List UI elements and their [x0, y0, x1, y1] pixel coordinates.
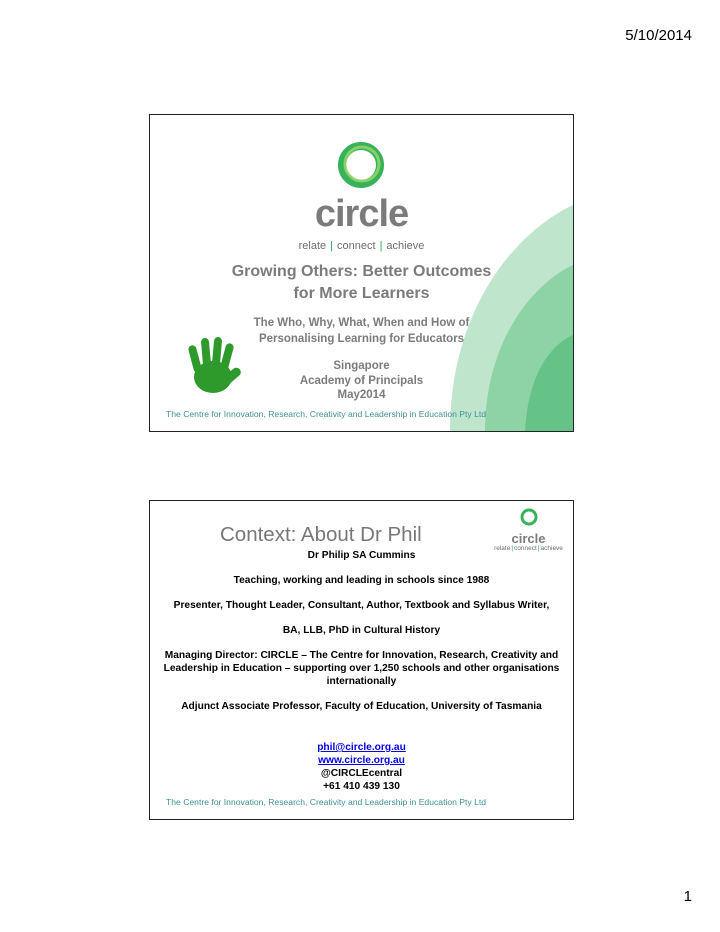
slide-footer: The Centre for Innovation, Research, Creativity and Leadership in Education Pty Ltd — [166, 409, 487, 419]
email-link[interactable]: phil@circle.org.au — [317, 742, 406, 753]
green-hand-icon — [177, 335, 247, 401]
phone-number: +61 410 439 130 — [323, 781, 400, 792]
event-details — [240, 359, 483, 403]
tagline-achieve: achieve — [386, 240, 425, 252]
page-number: 1 — [683, 888, 692, 905]
bio-name: Dr Philip SA Cummins — [307, 550, 416, 561]
bio-text — [160, 549, 563, 725]
event-organisation: Academy of Principals — [299, 374, 424, 387]
contact-details — [160, 741, 563, 793]
tagline-relate: relate — [494, 545, 511, 552]
slide-title: Context: About Dr Phil — [220, 523, 422, 546]
tagline-achieve: achieve — [540, 545, 563, 552]
circle-ring-logo-icon — [519, 507, 539, 527]
tagline-connect: connect — [514, 545, 537, 552]
website-link[interactable]: www.circle.org.au — [318, 755, 405, 766]
bio-roles: Presenter, Thought Leader, Consultant, Author, Textbook and Syllabus Writer, — [173, 600, 550, 611]
about-slide — [149, 500, 574, 820]
slide-subtitle: The Who, Why, What, When and How of Personalising Learning for Educators — [253, 317, 470, 345]
bio-professorship: Adjunct Associate Professor, Faculty of Education, University of Tasmania — [181, 701, 542, 712]
slide-footer: The Centre for Innovation, Research, Creativity and Leadership in Education Pty Ltd — [166, 797, 487, 807]
event-location: Singapore — [333, 360, 390, 372]
page-date: 5/10/2014 — [625, 27, 692, 44]
bio-qualifications: BA, LLB, PhD in Cultural History — [282, 625, 441, 636]
bio-managing-director: Managing Director: CIRCLE – The Centre for Innovation, Research, Creativity and Leadership in Education – supporting over 1,250 schools and other organisations internationally — [163, 650, 560, 687]
circle-ring-logo-icon — [335, 139, 387, 191]
circle-logo-wordmark: circle — [511, 531, 546, 546]
title-slide — [149, 114, 574, 432]
circle-logo-wordmark: circle — [314, 193, 409, 235]
event-date: May2014 — [337, 389, 386, 401]
bio-experience: Teaching, working and leading in schools since 1988 — [233, 575, 490, 586]
tagline-connect: connect — [337, 240, 376, 252]
twitter-handle: @CIRCLEcentral — [320, 768, 403, 779]
tagline-relate: relate — [298, 240, 327, 252]
logo-tagline: relate|connect|achieve — [494, 545, 563, 552]
logo-tagline: relate | connect | achieve — [298, 240, 425, 252]
circle-mini-logo — [486, 507, 571, 552]
slide-title: Growing Others: Better Outcomes for More Learners — [231, 263, 492, 302]
